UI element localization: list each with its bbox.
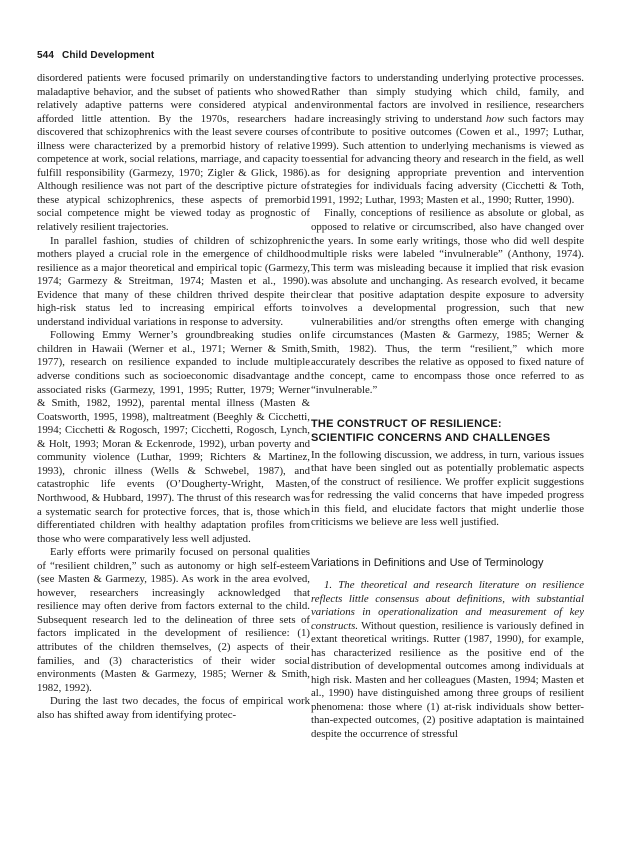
paragraph: disordered patients were focused primarily on understanding maladaptive behavior, and the subset of patients who showed relatively adaptive patterns were considered atypical and afforded little attention. By the 1970s, researchers had discovered that schizophrenics with the least severe courses of illness were characterized by a premorbid history of relative competence at work, social relations, marriage, and capacity to fulfill responsibility (Garmezy, 1970; Zigler & Glick, 1986). Although resilience was not part of the descriptive picture of these atypical schizophrenics, these aspects of premorbid social competence might be viewed today as prognostic of relatively resilient trajectories. [37,72,310,234]
paragraph: In parallel fashion, studies of children of schizophrenic mothers played a crucial role in the emergence of childhood resilience as a major theoretical and empirical topic (Garmezy, 1974; Garmezy & Streitman, 1974; Masten et al., 1990). Evidence that many of these children thrived despite their high-risk status led to increasing empirical efforts to understand individual variations in response to adversity. [37,234,310,328]
section-heading [311,418,584,446]
running-head [37,50,154,61]
text-run: such factors may contribute to positive outcomes (Cowen et al., 1997; Luthar, 1999). Such attention to underlying mechanisms is viewed as essential for advancing theory and research in the field, as well as for designing appropriate prevention and intervention strategies for individuals facing adversity (Cicchetti & Toth, 1991, 1992; Luthar, 1993; Masten et al., 1990; Rutter, 1990). [311,112,584,206]
right-column [311,72,584,742]
text-run: tive factors to understanding underlying protective processes. Rather than simply studying which child, family, and environmental factors are involved in resilience, researchers are increasingly striving to understand [311,72,584,125]
emphasis: how [486,112,505,125]
paragraph: Early efforts were primarily focused on personal qualities of “resilient children,” such as autonomy or high self-esteem (see Masten & Garmezy, 1985). As work in the area evolved, however, researchers increasingly acknowledged that resilience may often derive from factors external to the child. Subsequent research led to the delineation of three sets of factors implicated in the development of resilience: (1) attributes of the children themselves, (2) aspects of their families, and (3) characteristics of their wider social environments (Masten & Garmezy, 1985; Werner & Smith, 1982, 1992). [37,546,310,694]
left-column [37,72,310,722]
paragraph: In the following discussion, we address, in turn, various issues that have been singled out as potentially problematic aspects of the construct of resilience. We proffer explicit suggestions for redressing the valid concerns that have impeded progress in this field, and elucidate factors that might underlie those criticisms we believe are less well justified. [311,448,584,529]
section-heading-line: THE CONSTRUCT OF RESILIENCE: [311,418,502,431]
section-heading-line: SCIENTIFIC CONCERNS AND CHALLENGES [311,431,551,444]
subsection-heading: Variations in Definitions and Use of Terminology [311,557,544,569]
emphasis: 1. The theoretical and research literature on resilience reflects little consensus about definitions, with substantial variations in operationalization and measurement of key constructs. [311,579,584,632]
journal-title: Child Development [62,50,155,61]
paragraph [311,72,584,207]
paragraph: During the last two decades, the focus of empirical work also has shifted away from identifying protec- [37,695,310,721]
text-run: Without question, resilience is variously defined in extant theoretical writings. Rutter (1987, 1990), for example, has characterized resilience as the positive end of the distribution of developmental outcomes among individuals at high risk. Masten and her colleagues (Masten, 1994; Masten et al., 1990) have distinguished among three groups of resilient phenomena: those where (1) at-risk individuals show better-than-expected outcomes, (2) positive adaptation is maintained despite the occurrence of stressful [311,619,584,741]
page-number: 544 [37,50,54,61]
paragraph: Following Emmy Werner’s groundbreaking studies on children in Hawaii (Werner et al., 1971; Werner & Smith, 1977), research on resilience expanded to include multiple adverse conditions such as socioeconomic disadvantage and associated risks (Garmezy, 1991, 1995; Rutter, 1979; Werner & Smith, 1982, 1992), parental mental illness (Masten & Coatsworth, 1995, 1998), maltreatment (Beeghly & Cicchetti, 1994; Cicchetti & Rogosch, 1997; Cicchetti, Rogosch, Lynch, & Holt, 1993; Moran & Eckenrode, 1992), urban poverty and community violence (Luthar, 1999; Richters & Martinez, 1993), chronic illness (Wells & Schwebel, 1987), and catastrophic life events (O’Dougherty-Wright, Masten, Northwood, & Hubbard, 1997). The thrust of this research was a systematic search for protective forces, that is, those which differentiated children with healthy adaptation profiles from those who were comparatively less well adjusted. [37,329,310,545]
paragraph [311,579,584,742]
paragraph: Finally, conceptions of resilience as absolute or global, as opposed to relative or circumscribed, also have changed over the years. In some early writings, those who did well despite multiple risks were labeled “invulnerable” (Anthony, 1974). This term was misleading because it implied that risk evasion was absolute and unchanging. As research evolved, it became clear that positive adaptation despite exposure to adversity involves a developmental progression, such that new vulnerabilities and/or strengths often emerge with changing life circumstances (Masten & Garmezy, 1985; Werner & Smith, 1982). Thus, the term “resilient,” which more accurately describes the relative as opposed to fixed nature of the concept, came to encompass those once referred to as “invulnerable.” [311,207,584,396]
